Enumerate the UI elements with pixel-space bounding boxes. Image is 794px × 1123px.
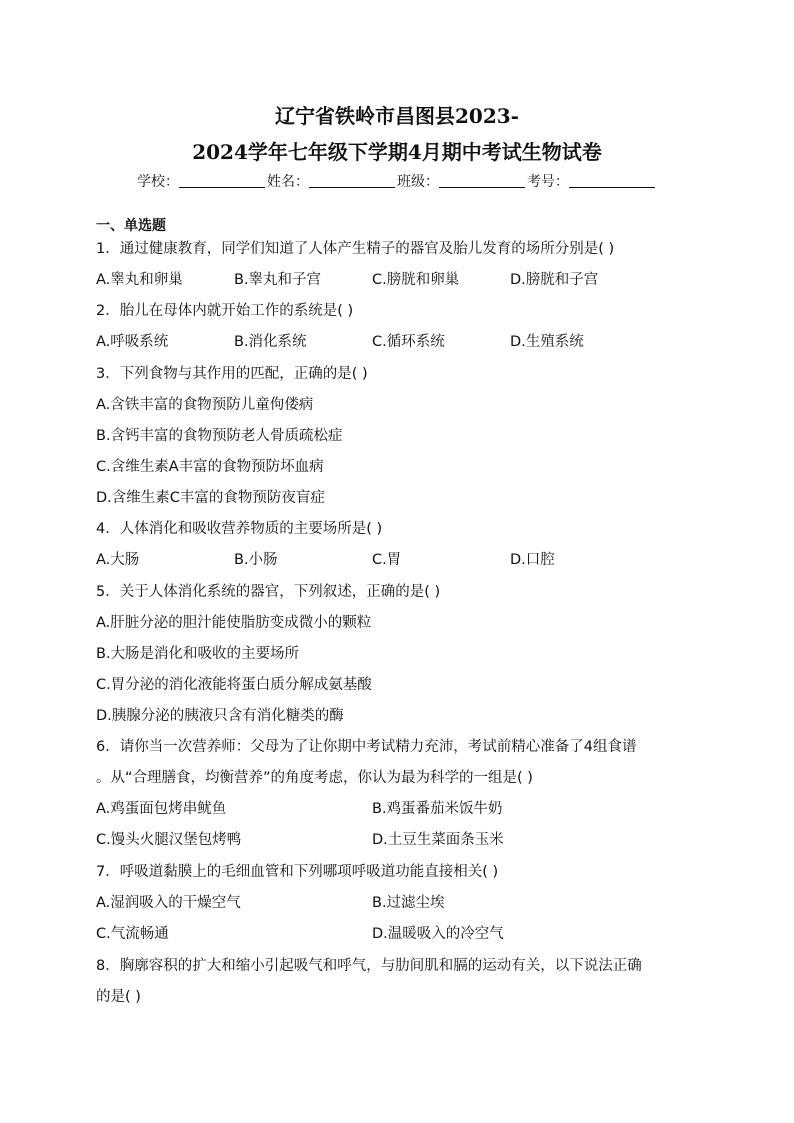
student-info-line — [0, 171, 794, 191]
option-a[interactable]: A.肝脏分泌的胆汁能使脂肪变成微小的颗粒 — [96, 615, 372, 631]
option-c[interactable]: C.含维生素A丰富的食物预防坏血病 — [96, 459, 324, 475]
option-d[interactable]: D.土豆生菜面条玉米 — [372, 832, 504, 848]
option-d[interactable]: D.含维生素C丰富的食物预防夜盲症 — [96, 490, 325, 506]
school-field[interactable] — [137, 171, 267, 191]
option-b[interactable]: B.小肠 — [234, 552, 278, 568]
exam-number-blank[interactable] — [569, 173, 655, 188]
option-c[interactable]: C.胃分泌的消化液能将蛋白质分解成氨基酸 — [96, 677, 372, 693]
school-label: 学校： — [137, 174, 179, 190]
name-label: 姓名： — [267, 174, 309, 190]
option-c[interactable]: C.膀胱和卵巢 — [372, 272, 460, 288]
class-label: 班级： — [397, 174, 439, 190]
question-stem-continued: 。从“合理膳食，均衡营养”的角度考虑，你认为最为科学的一组是( ) — [96, 770, 533, 786]
question-stem: 7．呼吸道黏膜上的毛细血管和下列哪项呼吸道功能直接相关( ) — [96, 864, 499, 880]
section-heading: 一、单选题 — [96, 218, 166, 234]
option-b[interactable]: B.过滤尘埃 — [372, 895, 445, 911]
option-a[interactable]: A.鸡蛋面包烤串鱿鱼 — [96, 801, 227, 817]
question-stem: 3．下列食物与其作用的匹配，正确的是( ) — [96, 366, 368, 382]
question-stem: 6．请你当一次营养师：父母为了让你期中考试精力充沛，考试前精心准备了4组食谱 — [96, 739, 637, 755]
option-a[interactable]: A.大肠 — [96, 552, 140, 568]
question-stem: 8．胸廓容积的扩大和缩小引起吸气和呼气，与肋间肌和膈的运动有关，以下说法正确 — [96, 958, 642, 974]
exam-title-line-2: 2024学年七年级下学期4月期中考试生物试卷 — [192, 140, 602, 164]
option-a[interactable]: A.呼吸系统 — [96, 334, 169, 350]
option-a[interactable]: A.睾丸和卵巢 — [96, 272, 183, 288]
name-blank[interactable] — [309, 173, 395, 188]
option-b[interactable]: B.鸡蛋番茄米饭牛奶 — [372, 801, 503, 817]
option-a[interactable]: A.湿润吸入的干燥空气 — [96, 895, 241, 911]
option-c[interactable]: C.气流畅通 — [96, 926, 169, 942]
question-stem: 5．关于人体消化系统的器官，下列叙述，正确的是( ) — [96, 584, 441, 600]
option-c[interactable]: C.循环系统 — [372, 334, 445, 350]
name-field[interactable] — [267, 171, 397, 191]
option-c[interactable]: C.馒头火腿汉堡包烤鸭 — [96, 832, 242, 848]
question-stem: 4．人体消化和吸收营养物质的主要场所是( ) — [96, 521, 383, 537]
option-b[interactable]: B.含钙丰富的食物预防老人骨质疏松症 — [96, 428, 343, 444]
exam-number-field[interactable] — [527, 171, 657, 191]
option-d[interactable]: D.口腔 — [510, 552, 555, 568]
exam-title-line-1: 辽宁省铁岭市昌图县2023- — [275, 104, 519, 128]
option-d[interactable]: D.膀胱和子宫 — [510, 272, 599, 288]
option-d[interactable]: D.温暖吸入的冷空气 — [372, 926, 504, 942]
question-stem: 1．通过健康教育，同学们知道了人体产生精子的器官及胎儿发育的场所分别是( ) — [96, 241, 615, 257]
school-blank[interactable] — [179, 173, 265, 188]
option-d[interactable]: D.生殖系统 — [510, 334, 584, 350]
question-stem-continued: 的是( ) — [96, 989, 141, 1005]
option-c[interactable]: C.胃 — [372, 552, 402, 568]
question-stem: 2．胎儿在母体内就开始工作的系统是( ) — [96, 303, 354, 319]
option-a[interactable]: A.含铁丰富的食物预防儿童佝偻病 — [96, 397, 314, 413]
option-b[interactable]: B.消化系统 — [234, 334, 307, 350]
option-b[interactable]: B.睾丸和子宫 — [234, 272, 322, 288]
class-field[interactable] — [397, 171, 527, 191]
option-b[interactable]: B.大肠是消化和吸收的主要场所 — [96, 646, 300, 662]
option-d[interactable]: D.胰腺分泌的胰液只含有消化糖类的酶 — [96, 708, 344, 724]
class-blank[interactable] — [439, 173, 525, 188]
exam-number-label: 考号： — [527, 174, 569, 190]
